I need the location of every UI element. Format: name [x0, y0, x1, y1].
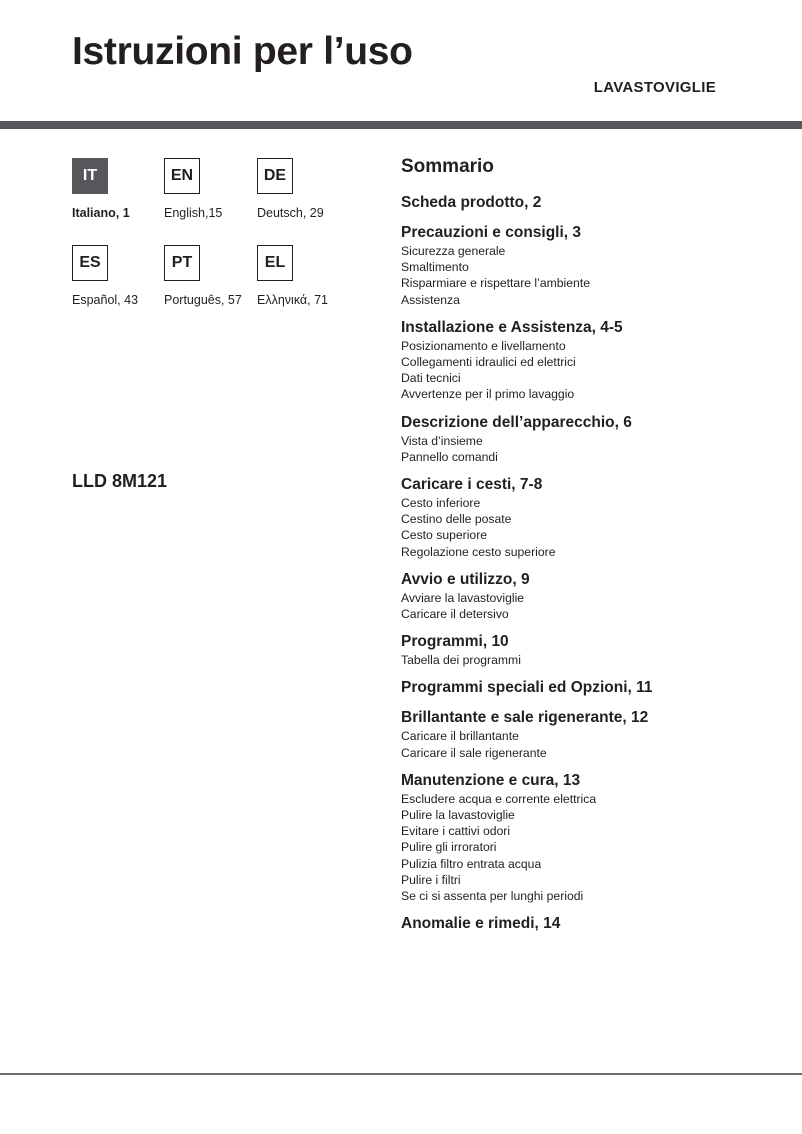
language-option-pt[interactable]	[164, 245, 254, 307]
language-option-it[interactable]	[72, 158, 162, 220]
language-code-box[interactable]: PT	[164, 245, 200, 281]
toc-section	[401, 223, 781, 308]
toc-section	[401, 708, 781, 760]
toc-subitem[interactable]: Sicurezza generale	[401, 244, 506, 258]
toc-subitem[interactable]: Cesto superiore	[401, 528, 488, 543]
toc-section-title[interactable]: Precauzioni e consigli, 3	[401, 224, 582, 241]
language-label: English,15	[164, 206, 223, 220]
toc-section-title[interactable]: Scheda prodotto, 2	[401, 194, 542, 211]
page-title: Istruzioni per l’uso	[72, 30, 413, 73]
toc-subitem[interactable]: Evitare i cattivi odori	[401, 824, 511, 839]
toc-section-title[interactable]: Installazione e Assistenza, 4-5	[401, 318, 623, 336]
toc-sections	[401, 193, 781, 934]
toc-subitem[interactable]: Pulizia filtro entrata acqua	[401, 856, 542, 871]
toc-subitem[interactable]: Avviare la lavastoviglie	[401, 590, 525, 605]
language-option-en[interactable]	[164, 158, 254, 220]
table-of-contents	[401, 155, 781, 944]
language-code-box[interactable]: IT	[72, 158, 108, 194]
model-number: LLD 8M121	[72, 471, 168, 491]
toc-subitem[interactable]: Pulire la lavastoviglie	[401, 808, 515, 823]
toc-section	[401, 318, 781, 403]
language-label: Ελληνικά, 71	[257, 293, 328, 307]
toc-section-title[interactable]: Programmi, 10	[401, 633, 509, 651]
toc-section	[401, 413, 781, 465]
product-category: LAVASTOVIGLIE	[593, 79, 716, 96]
toc-section	[401, 771, 781, 904]
toc-subitem[interactable]: Escludere acqua e corrente elettrica	[401, 791, 597, 806]
toc-section	[401, 678, 781, 698]
toc-section-title[interactable]: Descrizione dell’apparecchio, 6	[401, 413, 632, 431]
toc-section-title[interactable]: Manutenzione e cura, 13	[401, 771, 581, 789]
toc-subitem[interactable]: Pannello comandi	[401, 449, 498, 464]
header-divider	[0, 121, 802, 129]
toc-subitem[interactable]: Vista d’insieme	[401, 433, 483, 448]
toc-section	[401, 632, 781, 668]
toc-section	[401, 570, 781, 622]
toc-subitem[interactable]: Smaltimento	[401, 260, 469, 275]
toc-heading: Sommario	[401, 156, 494, 177]
language-label: Português, 57	[164, 293, 242, 307]
toc-subitem[interactable]: Caricare il brillantante	[401, 729, 519, 744]
toc-section-title[interactable]: Brillantante e sale rigenerante, 12	[401, 709, 649, 727]
language-code-box[interactable]: ES	[72, 245, 108, 281]
toc-subitem[interactable]: Pulire gli irroratori	[401, 840, 497, 855]
language-label: Deutsch, 29	[257, 206, 324, 220]
toc-subitem[interactable]: Avvertenze per il primo lavaggio	[401, 387, 575, 402]
language-option-es[interactable]	[72, 245, 162, 307]
toc-section-title[interactable]: Caricare i cesti, 7-8	[401, 476, 543, 494]
toc-section	[401, 193, 781, 213]
toc-section-title[interactable]: Programmi speciali ed Opzioni, 11	[401, 679, 653, 697]
toc-subitem[interactable]: Pulire i filtri	[401, 872, 461, 887]
toc-subitem[interactable]: Collegamenti idraulici ed elettrici	[401, 355, 576, 370]
language-option-de[interactable]	[257, 158, 347, 220]
language-option-el[interactable]	[257, 245, 347, 307]
toc-subitem[interactable]: Dati tecnici	[401, 371, 461, 386]
toc-section	[401, 914, 781, 934]
language-label: Italiano, 1	[72, 206, 130, 220]
toc-subitem[interactable]: Assistenza	[401, 292, 460, 307]
language-label: Español, 43	[72, 293, 139, 307]
toc-subitem[interactable]: Regolazione cesto superiore	[401, 544, 556, 559]
toc-section-title[interactable]: Anomalie e rimedi, 14	[401, 915, 561, 933]
toc-subitem[interactable]: Cestino delle posate	[401, 512, 512, 527]
language-code-box[interactable]: EL	[257, 245, 293, 281]
toc-subitem[interactable]: Caricare il sale rigenerante	[401, 745, 547, 760]
toc-subitem[interactable]: Posizionamento e livellamento	[401, 338, 566, 353]
language-code-box[interactable]: EN	[164, 158, 200, 194]
toc-subitem[interactable]: Tabella dei programmi	[401, 653, 521, 668]
toc-section-title[interactable]: Avvio e utilizzo, 9	[401, 570, 530, 588]
toc-subitem[interactable]: Cesto inferiore	[401, 496, 481, 511]
language-code-box[interactable]: DE	[257, 158, 293, 194]
footer-divider	[0, 1073, 802, 1075]
toc-section	[401, 475, 781, 560]
toc-subitem[interactable]: Risparmiare e rispettare l’ambiente	[401, 276, 590, 291]
toc-subitem[interactable]: Caricare il detersivo	[401, 607, 509, 622]
toc-subitem[interactable]: Se ci si assenta per lunghi periodi	[401, 889, 584, 904]
